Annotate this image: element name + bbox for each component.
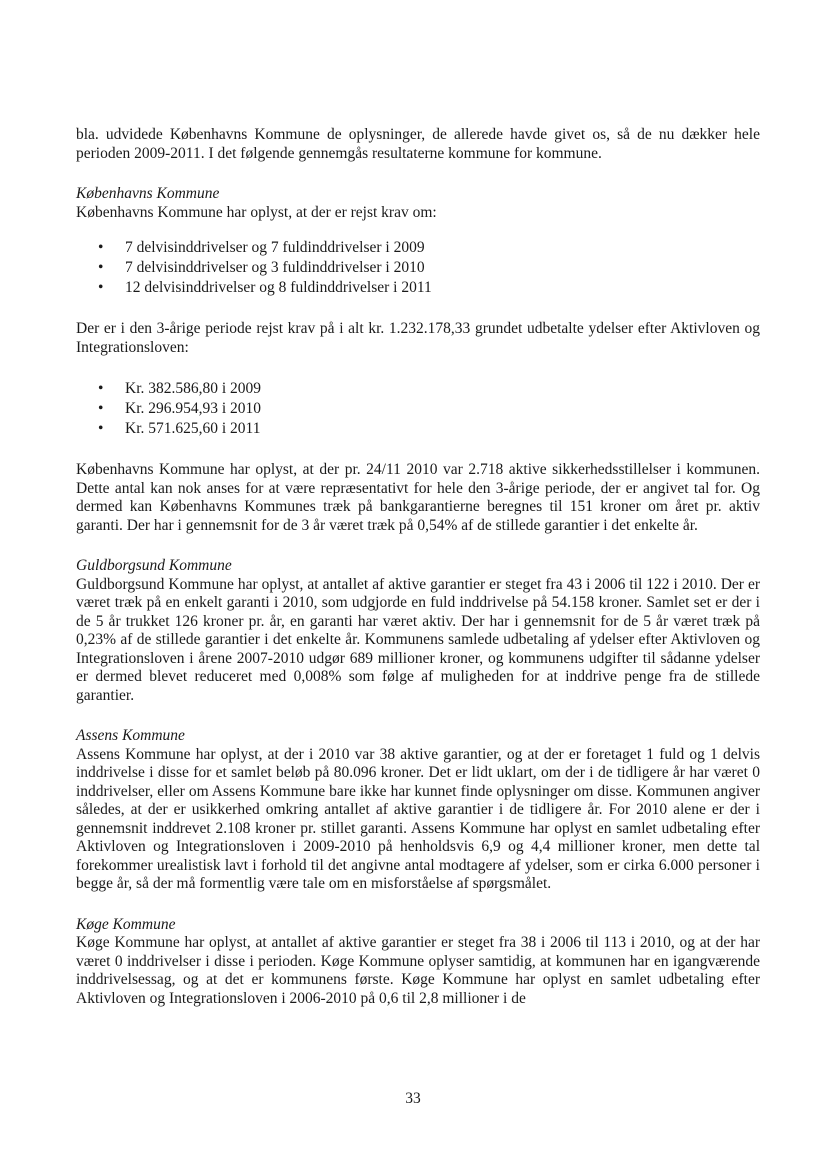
koge-text: Køge Kommune har oplyst, at antallet af aktive garantier er steget fra 38 i 2006 til 113 i 2010, og at der har været 0 inddrivelser i disse i perioden. Køge Kommune oplyser samtidig, at kommunen har en igangværende inddrivelsessag, og at det er kommunens første. Køge Kommune har oplyst en samlet udbetaling efter Aktivloven og Integrationsloven i 2006-2010 på 0,6 til 2,8 millioner i de bbox=[76, 934, 760, 1007]
list-item: • 7 delvisinddrivelser og 3 fuldinddrivelser i 2010 bbox=[98, 258, 760, 278]
page-number: 33 bbox=[405, 1090, 421, 1107]
list-item: • Kr. 571.625,60 i 2011 bbox=[98, 419, 760, 439]
list-item: • 7 delvisinddrivelser og 7 fuldinddrivelser i 2009 bbox=[98, 238, 760, 258]
kobenhavn-amounts-list bbox=[76, 379, 760, 439]
kobenhavn-claims-list bbox=[76, 238, 760, 298]
kobenhavn-total: Der er i den 3-årige periode rejst krav på i alt kr. 1.232.178,33 grundet udbetalte ydelser efter Aktivloven og Integrationsloven: bbox=[76, 320, 760, 356]
assens-text: Assens Kommune har oplyst, at der i 2010 var 38 aktive garantier, og at der er foretaget 1 fuld og 1 delvis inddrivelse i disse for et samlet beløb på 80.096 kroner. Det er lidt uklart, om der i de tidligere år har været 0 inddrivelser, eller om Assens Kommune bare ikke har kunnet finde oplysninger om disse. Kommunen angiver således, at der er usikkerhed omkring antallet af aktive garantier i de tidligere år. For 2010 alene er der i gennemsnit inddrevet 2.108 kroner pr. stillet garanti. Assens Kommune har oplyst en samlet udbetaling efter Aktivloven og Integrationsloven i 2009-2010 på henholdsvis 6,9 og 4,4 millioner kroner, men dette tal forekommer urealistisk lavt i forhold til det angivne antal modtagere af ydelser, som er cirka 6.000 personer i begge år, så der må formentlig være tale om en misforståelse af spørgsmålet. bbox=[76, 745, 760, 892]
kobenhavn-summary: Københavns Kommune har oplyst, at der pr. 24/11 2010 var 2.718 aktive sikkerhedsstillelser i kommunen. Dette antal kan nok anses for at være repræsentativt for hele den 3-årige periode, der er angivet tal for. Og dermed kan Københavns Kommunes træk på bankgarantierne beregnes til 151 kroner om året pr. aktiv garanti. Der har i gennemsnit for de 3 år været træk på 0,54% af de stillede garantier i det enkelte år. bbox=[76, 461, 760, 534]
section-heading-koge: Køge Kommune bbox=[76, 915, 176, 933]
intro-paragraph: bla. udvidede Københavns Kommune de oplysninger, de allerede havde givet os, så de nu dækker hele perioden 2009-2011. I det følgende gennemgås resultaterne kommune for kommune. bbox=[76, 126, 760, 162]
list-item: • Kr. 382.586,80 i 2009 bbox=[98, 379, 760, 399]
guldborgsund-text: Guldborgsund Kommune har oplyst, at antallet af aktive garantier er steget fra 43 i 2006 til 122 i 2010. Der er været træk på en enkelt garanti i 2010, som udgjorde en fuld inddrivelse på 54.158 kroner. Samlet set er der i de 5 år trukket 126 kroner pr. år, en garanti har været aktiv. Der har i gennemsnit for de 5 år været træk på 0,23% af de stillede garantier i det enkelte år. Kommunens samlede udbetaling af ydelser efter Aktivloven og Integrationsloven i årene 2007-2010 udgør 689 millioner kroner, og kommunens udgifter til sådanne ydelser er dermed blevet reduceret med 0,008% som følge af muligheden for at inddrive penge fra de stillede garantier. bbox=[76, 575, 760, 704]
section-heading-assens: Assens Kommune bbox=[76, 727, 185, 744]
list-item: • 12 delvisinddrivelser og 8 fuldinddrivelser i 2011 bbox=[98, 278, 760, 298]
list-item: • Kr. 296.954,93 i 2010 bbox=[98, 399, 760, 419]
kobenhavn-lead: Københavns Kommune har oplyst, at der er rejst krav om: bbox=[76, 203, 437, 221]
section-heading-kobenhavn: Københavns Kommune bbox=[76, 185, 220, 202]
section-heading-guldborgsund: Guldborgsund Kommune bbox=[76, 557, 232, 574]
